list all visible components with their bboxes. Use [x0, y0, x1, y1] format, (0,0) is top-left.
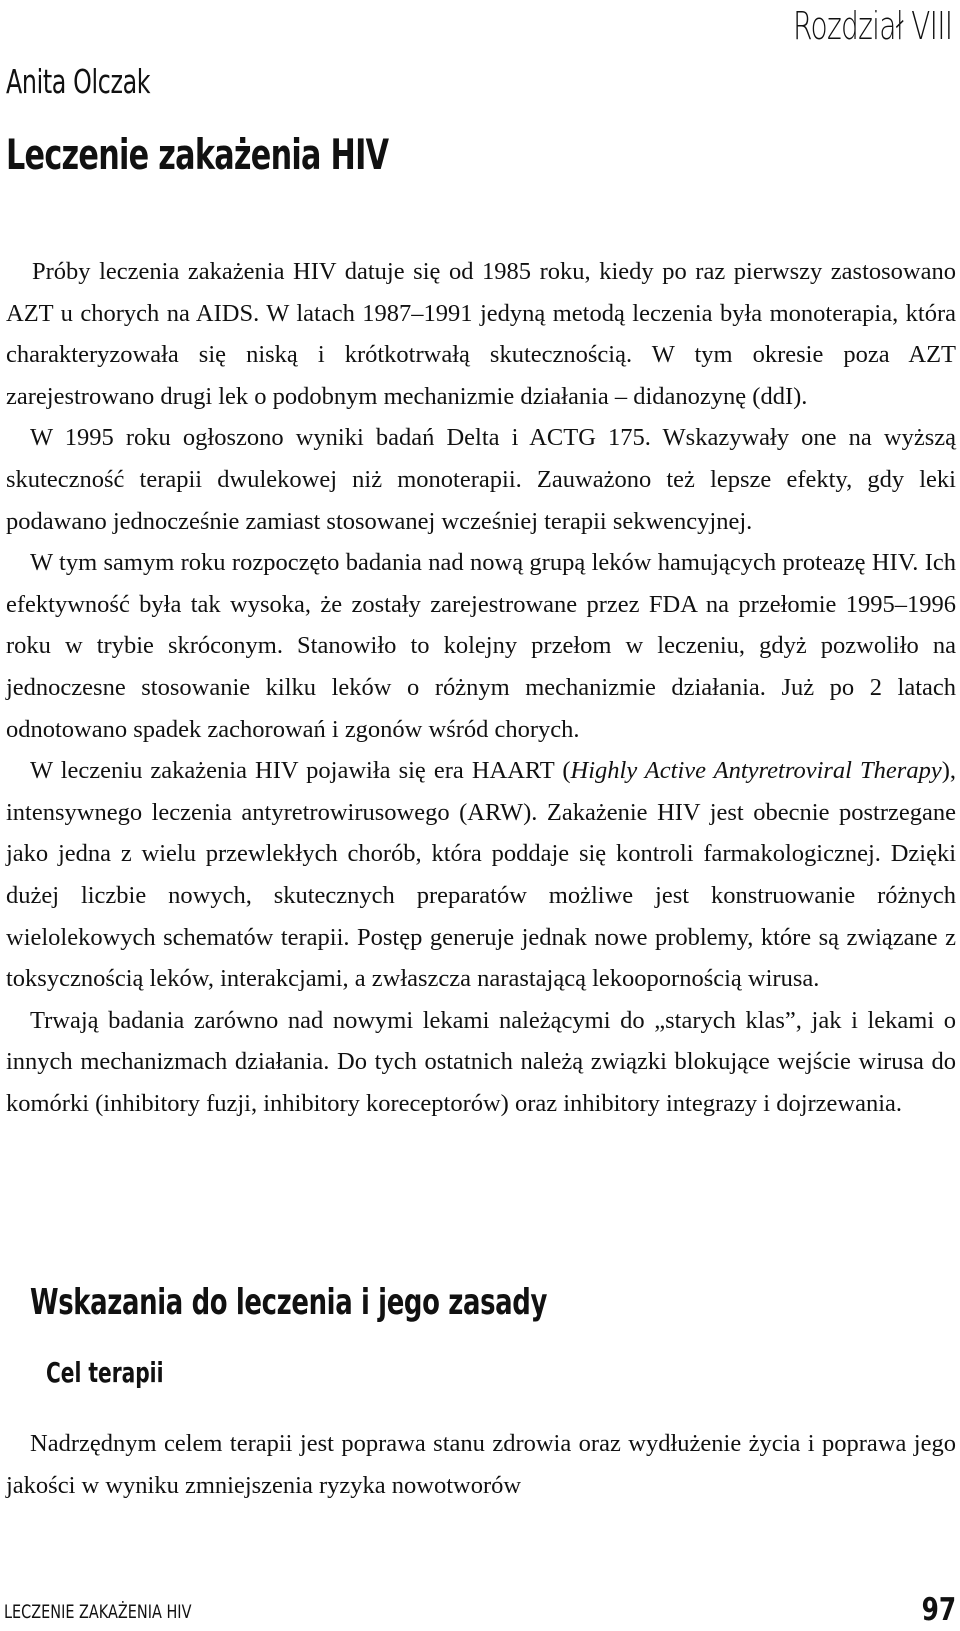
haart-text-after: ), intensywnego leczenia antyretrowirusowego (ARW). Zakażenie HIV jest obecnie postrzegane jako jedna z wielu przewlekłych chorób, która poddaje się kontroli farmakologicznej. Dzięki dużej liczbie nowych, skutecznych preparatów możliwe jest konstruowanie różnych wielolekowych schematów terapii. Postęp generuje jednak nowe problemy, które są związane z toksycznością leków, interakcjami, a zwłaszcza narastającą lekoopornością wirusa. — [6, 757, 956, 993]
main-text — [6, 251, 956, 1124]
paragraph-protease-inhibitors: W tym samym roku rozpoczęto badania nad nową grupą leków hamujących proteazę HIV. Ich efektywność była tak wysoka, że zostały zarejestrowane przez FDA na przełomie 1995–1996 roku w trybie skróconym. Stanowiło to kolejny przełom w leczeniu, gdyż pozwoliło na jednoczesne stosowanie kilku leków o różnym mechanizmie działania. Już po 2 latach odnotowano spadek zachorowań i zgonów wśród chorych. — [6, 549, 956, 743]
paragraph-haart — [6, 750, 956, 1000]
paragraph-history: Próby leczenia zakażenia HIV datuje się od 1985 roku, kiedy po raz pierwszy zastosowano AZT u chorych na AIDS. W latach 1987–1991 jedyną metodą leczenia była monoterapia, która charakteryzowała się niską i krótkotrwałą skutecznością. W tym okresie poza AZT zarejestrowano drugi lek o podobnym mechanizmie działania – didanozynę (ddI). — [6, 258, 956, 410]
haart-text-before: W leczeniu zakażenia HIV pojawiła się era HAART ( — [30, 757, 571, 785]
paragraph-studies-1995: W 1995 roku ogłoszono wyniki badań Delta i ACTG 175. Wskazywały one na wyższą skuteczność terapii dwulekowej niż monoterapii. Zauważono też lepsze efekty, gdy leki podawano jednocześnie zamiast stosowanej wcześniej terapii sekwencyjnej. — [6, 424, 956, 535]
chapter-label: Rozdział VIII — [792, 4, 952, 48]
haart-term: Highly Active Antyretroviral Therapy — [570, 757, 942, 785]
author-name: Anita Olczak — [6, 62, 151, 101]
chapter-title: Leczenie zakażenia HIV — [6, 130, 389, 179]
running-footer: LECZENIE ZAKAŻENIA HIV — [4, 1601, 192, 1623]
section-heading: Wskazania do leczenia i jego zasady — [30, 1282, 548, 1323]
goal-text — [6, 1423, 956, 1506]
paragraph-new-drugs: Trwają badania zarówno nad nowymi lekami należącymi do „starych klas”, jak i lekami o innych mechanizmach działania. Do tych ostatnich należą związki blokujące wejście wirusa do komórki (inhibitory fuzji, inhibitory koreceptorów) oraz inhibitory integrazy i dojrzewania. — [6, 1006, 956, 1117]
subsection-heading: Cel terapii — [46, 1356, 164, 1389]
paragraph-therapy-goal: Nadrzędnym celem terapii jest poprawa stanu zdrowia oraz wydłużenie życia i poprawa jego jakości w wyniku zmniejszenia ryzyka nowotworów — [6, 1430, 956, 1499]
page-number: 97 — [921, 1592, 956, 1628]
